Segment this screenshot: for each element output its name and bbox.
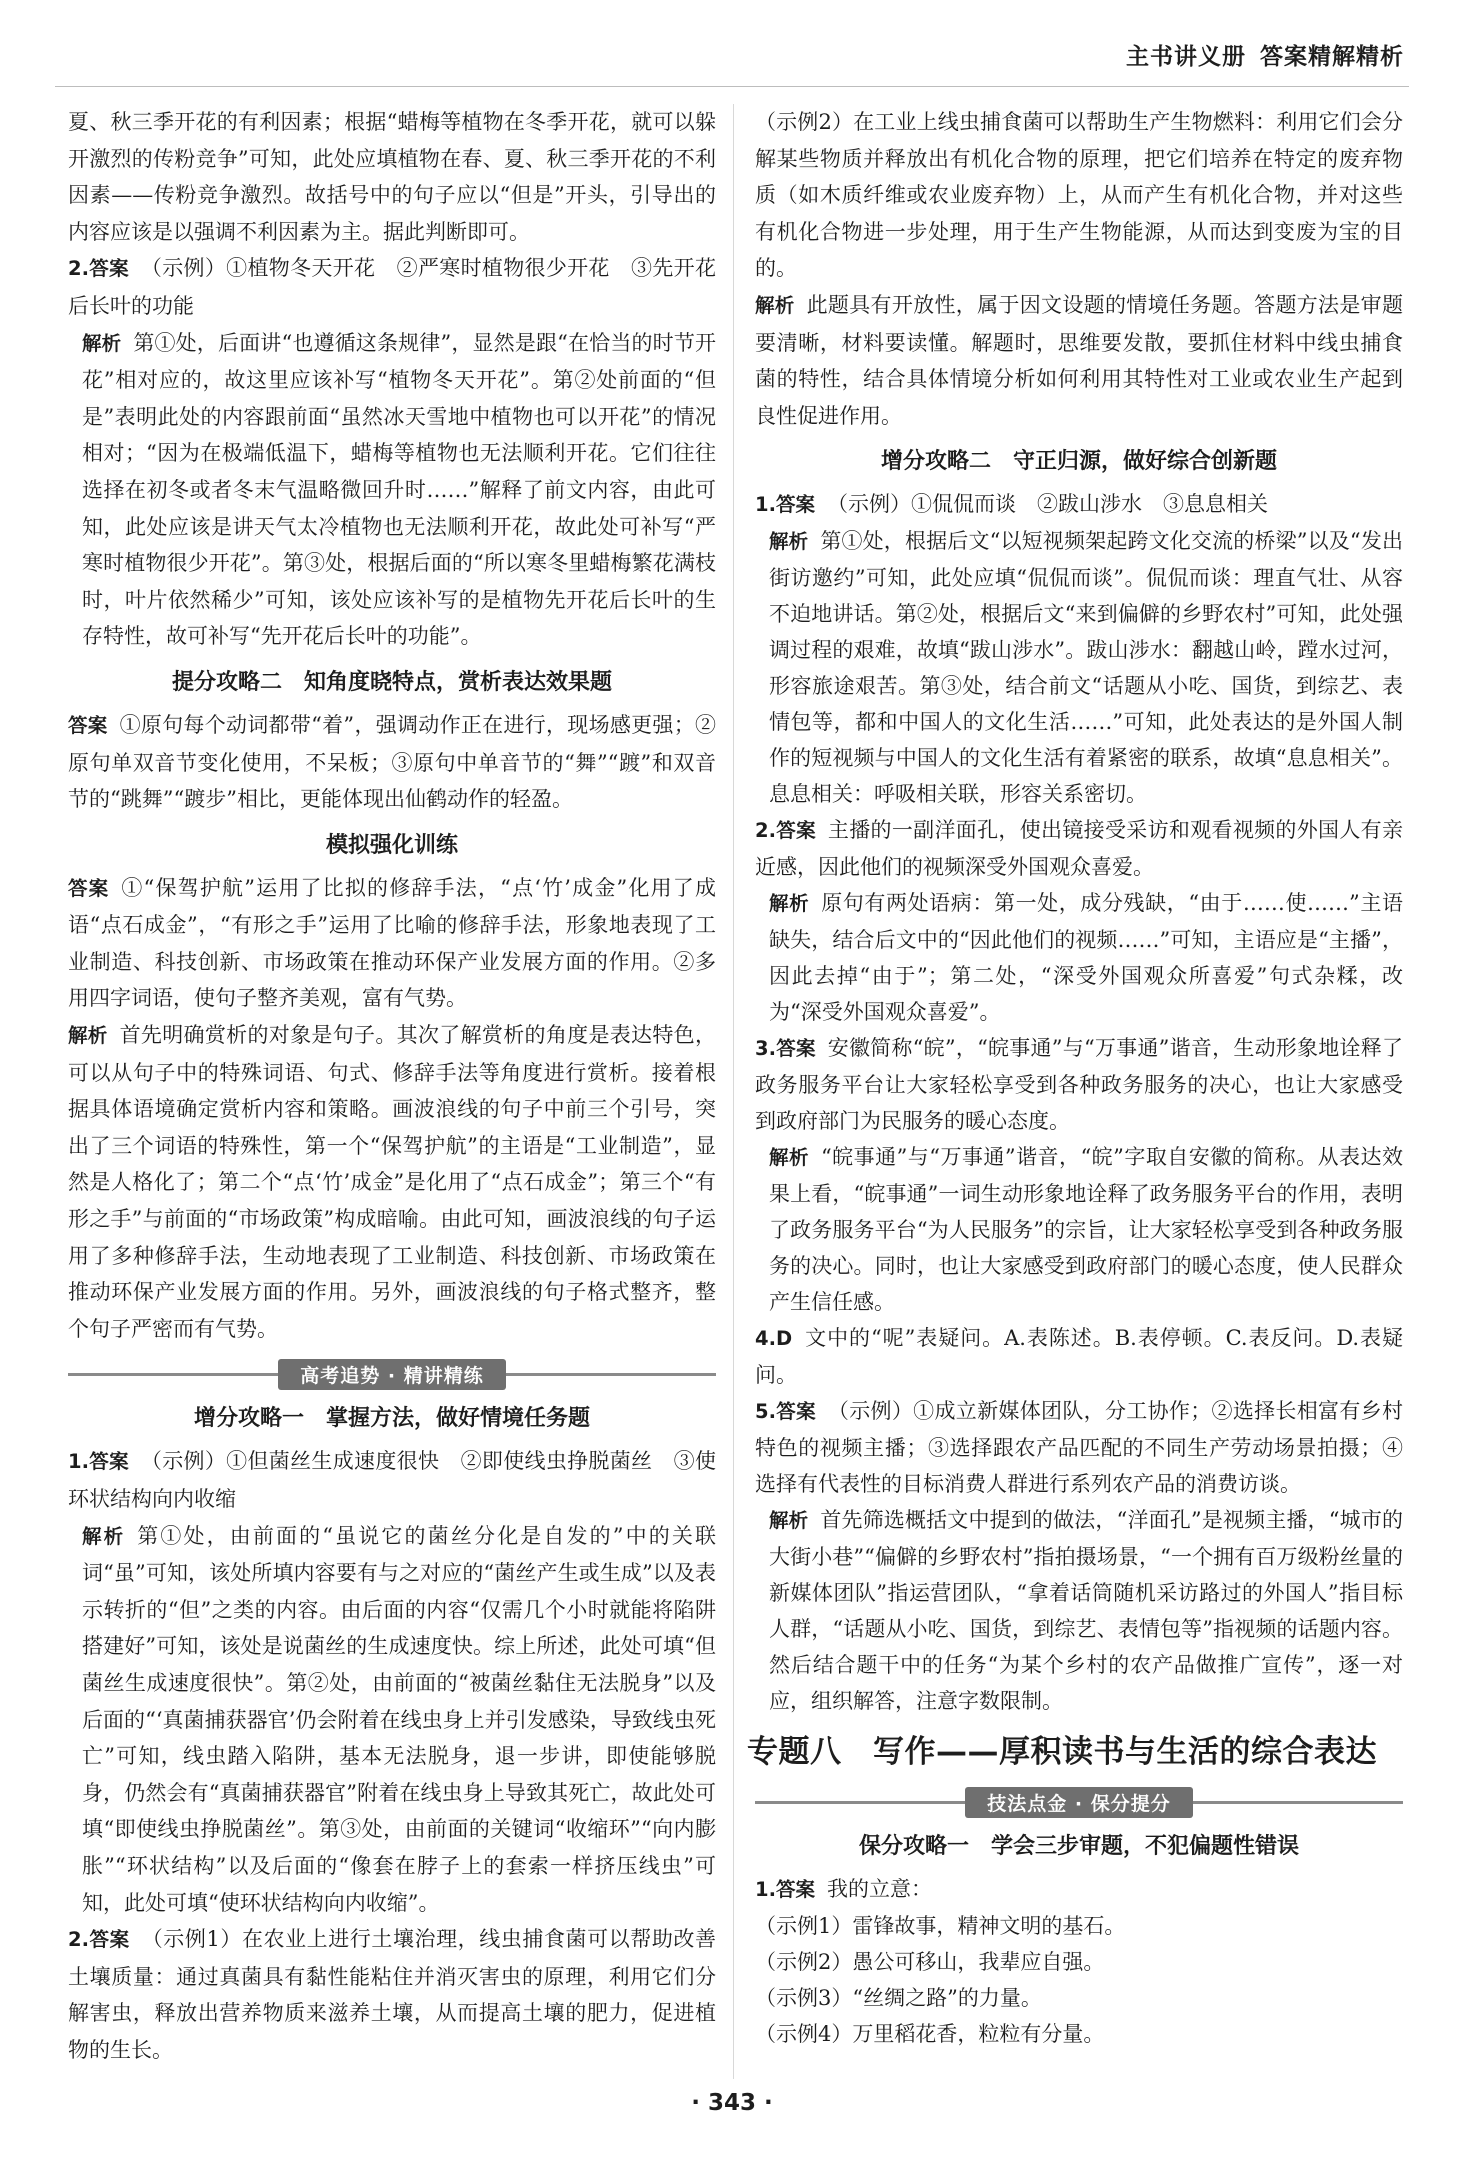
page-number: · 343 · [691, 2090, 773, 2116]
question-number: 2. [68, 257, 89, 281]
analysis-text: 第①处，根据后文“以短视频架起跨文化交流的桥梁”以及“发出街访邀约”可知，此处应填“侃侃而谈”。侃侃而谈：理直气壮、从容不迫地讲话。第②处，根据后文“来到偏僻的乡野农村”可知，此处强调过程的艰难，故填“跋山涉水”。跋山涉水：翻越山岭，蹚水过河，形容旅途艰苦。第③处，结合前文“话题从小吃、国货，到综艺、表情包等，都和中国人的文化生活……”可知，此处表达的是外国人制作的短视频与中国人的文化生活有着紧密的联系，故填“息息相关”。息息相关：呼吸相关联，形容关系密切。 [769, 529, 1403, 807]
answer-label: 答案 [68, 876, 110, 900]
analysis-label: 解析 [82, 331, 122, 355]
answer-label: 答案 [775, 819, 816, 843]
baofen1-q1 [755, 1871, 1403, 2052]
answer-intro: 我的立意： [827, 1877, 932, 1902]
zengfen2-q1 [755, 486, 1403, 812]
answer-text: （示例）①成立新媒体团队，分工协作；②选择长相富有乡村特色的视频主播；③选择跟农产品匹配的不同生产劳动场景拍摄；④选择有代表性的目标消费人群进行系列农产品的消费访谈。 [755, 1399, 1403, 1497]
analysis-label: 解析 [769, 1146, 809, 1170]
zengfen2-q2 [755, 812, 1403, 1030]
section-title-zengfen2: 增分攻略二 守正归源，做好综合创新题 [880, 449, 1277, 475]
answer-text: （示例）①侃侃而谈 ②跋山涉水 ③息息相关 [827, 492, 1268, 517]
analysis-text: 原句有两处语病：第一处，成分残缺，“由于……使……”主语缺失，结合后文中的“因此他们的视频……”可知，主语应是“主播”，因此去掉“由于”；第二处，“深受外国观众所喜爱”句式杂糅，改为“深受外国观众喜爱”。 [769, 891, 1403, 1025]
answer-text: ①原句每个动词都带“着”，强调动作正在进行，现场感更强；②原句单双音节变化使用，不呆板；③原句中单音节的“舞”“踱”和双音节的“跳舞”“踱步”相比，更能体现出仙鹤动作的轻盈。 [68, 712, 716, 812]
header-rule [55, 86, 1409, 87]
question-number: 2. [755, 819, 776, 843]
answer-text: 文中的“呢”表疑问。A.表陈述。B.表停顿。C.表反问。D.表疑问。 [755, 1326, 1403, 1388]
section-title-moni: 模拟强化训练 [325, 832, 458, 858]
page-header [1126, 38, 1404, 71]
question-number: 3. [755, 1037, 776, 1061]
analysis-text: 第①处，由前面的“虽说它的菌丝分化是自发的”中的关联词“虽”可知，该处所填内容要有与之对应的“菌丝产生或生成”以及表示转折的“但”之类的内容。由后面的内容“仅需几个小时就能将陷阱搭建好”可知，该处是说菌丝的生成速度快。综上所述，此处可填“但菌丝生成速度很快”。第②处，由前面的“被菌丝黏住无法脱身”以及后面的“‘真菌捕获器官’仍会附着在线虫身上并引发感染，导致线虫死亡”可知，线虫踏入陷阱，基本无法脱身，退一步讲，即使能够脱身，仍然会有“真菌捕获器官”附着在线虫身上导致其死亡，故此处可填“即使线虫挣脱菌丝”。第③处，由前面的关键词“收缩环”“向内膨胀”“环状结构”以及后面的“像套在脖子上的套索一样挤压线虫”可知，此处可填“使环状结构向内收缩”。 [82, 1523, 716, 1915]
answer-text: 主播的一副洋面孔，使出镜接受采访和观看视频的外国人有亲近感，因此他们的视频深受外国观众喜爱。 [755, 818, 1403, 880]
topic-title: 专题八 写作——厚积读书与生活的综合表达 [747, 1734, 1377, 1771]
section-banner-jifa [755, 1785, 1403, 1819]
analysis-label: 解析 [769, 1509, 809, 1533]
answer-label: 答案 [68, 713, 108, 737]
section-title-tifen2: 提分攻略二 知角度晓特点，赏析表达效果题 [171, 669, 612, 695]
question-number: 1. [755, 493, 776, 517]
analysis-label: 解析 [769, 530, 809, 554]
zengfen1-q1 [68, 1443, 716, 1921]
answer-label: 答案 [88, 1450, 129, 1474]
answer-label: 答案 [775, 1037, 816, 1061]
column-divider [733, 104, 734, 2079]
example-2: （示例2）在工业上线虫捕食菌可以帮助生产生物燃料：利用它们会分解某些物质并释放出有机化合物的原理，把它们培养在特定的废弃物质（如木质纤维或农业废弃物）上，从而产生有机化合物，并对这些有机化合物进一步处理，用于生产生物能源，从而达到变废为宝的目的。 [755, 110, 1403, 281]
question-number: 5. [755, 1400, 776, 1424]
analysis-text: 第①处，后面讲“也遵循这条规律”，显然是跟“在恰当的时节开花”相对应的，故这里应该补写“植物冬天开花”。第②处前面的“但是”表明此处的内容跟前面“虽然冰天雪地中植物也可以开花”的情况相对；“因为在极端低温下，蜡梅等植物也无法顺利开花。它们往往选择在初冬或者冬末气温略微回升时……”解释了前文内容，由此可知，此处应该是讲天气太冷植物也无法顺利开花，故此处可补写“严寒时植物很少开花”。第③处，根据后面的“所以寒冬里蜡梅繁花满枝时，叶片依然稀少”可知，该处应该补写的是植物先开花后长叶的生存特性，故可补写“先开花后长叶的功能”。 [82, 330, 716, 649]
answer-text: 安徽简称“皖”，“皖事通”与“万事通”谐音，生动形象地诠释了政务服务平台让大家轻松享受到各种政务服务的决心，也让大家感受到政府部门为民服务的暖心态度。 [755, 1036, 1403, 1134]
analysis-label: 解析 [68, 1024, 108, 1048]
zengfen2-q5 [755, 1393, 1403, 1719]
zengfen2-q3 [755, 1030, 1403, 1320]
answer-label: 答案 [775, 1400, 816, 1424]
analysis-text: 此题具有开放性，属于因文设题的情境任务题。答题方法是审题要清晰，材料要读懂。解题时，思维要发散，要抓住材料中线虫捕食菌的特性，结合具体情境分析如何利用其特性对工业或农业生产起到良性促进作用。 [755, 292, 1403, 428]
answer-label: 答案 [775, 493, 815, 517]
answer-text: ①“保驾护航”运用了比拟的修辞手法，“点‘竹’成金”化用了成语“点石成金”，“有形之手”运用了比喻的修辞手法，形象地表现了工业制造、科技创新、市场政策在推动环保产业发展方面的作用。②多用四字词语，使句子整齐美观，富有气势。 [68, 875, 716, 1011]
analysis-label: 解析 [755, 293, 795, 317]
answer-label: 答案 [88, 257, 129, 281]
left-column [68, 104, 716, 2069]
banner-label: 技法点金 · 保分提分 [965, 1787, 1192, 1818]
zengfen1-q2 [68, 1921, 716, 2068]
analysis-text: 首先筛选概括文中提到的做法，“洋面孔”是视频主播，“城市的大街小巷”“偏僻的乡野农村”指拍摄场景，“一个拥有百万级粉丝量的新媒体团队”指运营团队，“拿着话筒随机采访路过的外国人”指目标人群，“话题从小吃、国货，到综艺、表情包等”指视频的话题内容。然后结合题干中的任务“为某个乡村的农产品做推广宣传”，逐一对应，组织解答，注意字数限制。 [769, 1508, 1403, 1714]
header-book-title: 主书讲义册 [1126, 44, 1246, 70]
question-number: 4. [755, 1327, 776, 1351]
example-line: （示例1）雷锋故事，精神文明的基石。 [755, 1914, 1126, 1939]
left-q2 [68, 250, 716, 655]
example-line: （示例3）“丝绸之路”的力量。 [755, 1986, 1042, 2011]
answer-label: 答案 [88, 1928, 130, 1952]
question-number: 2. [68, 1928, 89, 1952]
analysis-text: 首先明确赏析的对象是句子。其次了解赏析的角度是表达特色，可以从句子中的特殊词语、句式、修辞手法等角度进行赏析。接着根据具体语境确定赏析内容和策略。画波浪线的句子中前三个引号，突出了三个词语的特殊性，第一个“保驾护航”的主语是“工业制造”，显然是人格化了；第二个“点‘竹’成金”是化用了“点石成金”；第三个“有形之手”与前面的“市场政策”构成暗喻。由此可知，画波浪线的句子运用了多种修辞手法，生动地表现了工业制造、科技创新、市场政策在推动环保产业发展方面的作用。另外，画波浪线的句子格式整齐，整个句子严密而有气势。 [68, 1023, 716, 1341]
intro-paragraph: 夏、秋三季开花的有利因素；根据“蜡梅等植物在冬季开花，就可以躲开激烈的传粉竞争”可知，此处应填植物在春、夏、秋三季开花的不利因素——传粉竞争激烈。故括号中的句子应以“但是”开头，引导出的内容应该是以强调不利因素为主。据此判断即可。 [68, 110, 716, 244]
header-section-title: 答案精解精析 [1260, 44, 1404, 70]
right-column [747, 104, 1403, 2052]
banner-label: 高考追势 · 精讲精练 [278, 1359, 505, 1390]
section-title-baofen1: 保分攻略一 学会三步审题，不犯偏题性错误 [858, 1834, 1299, 1860]
section-title-zengfen1: 增分攻略一 掌握方法，做好情境任务题 [193, 1406, 590, 1432]
analysis-label: 解析 [82, 1524, 126, 1548]
question-number: 1. [68, 1450, 89, 1474]
question-number: 1. [755, 1878, 776, 1902]
answer-text: （示例）①植物冬天开花 ②严寒时植物很少开花 ③先开花后长叶的功能 [68, 256, 716, 318]
analysis-text: “皖事通”与“万事通”谐音，“皖”字取自安徽的简称。从表达效果上看，“皖事通”一词生动形象地诠释了政务服务平台的作用，表明了政务服务平台“为人民服务”的宗旨，让大家轻松享受到各种政务服务的决心。同时，也让大家感受到政府部门的暖心态度，使人民群众产生信任感。 [769, 1145, 1403, 1315]
answer-text: （示例1）在农业上进行土壤治理，线虫捕食菌可以帮助改善土壤质量：通过真菌具有黏性能粘住并消灭害虫的原理，利用它们分解害虫，释放出营养物质来滋养土壤，从而提高土壤的肥力，促进植物的生长。 [68, 1927, 716, 2062]
answer-text: （示例）①但菌丝生成速度很快 ②即使线虫挣脱菌丝 ③使环状结构向内收缩 [68, 1449, 716, 1511]
answer-label: D [775, 1327, 793, 1351]
example-line: （示例4）万里稻花香，粒粒有分量。 [755, 2022, 1105, 2047]
analysis-label: 解析 [769, 892, 810, 916]
example-line: （示例2）愚公可移山，我辈应自强。 [755, 1950, 1105, 1975]
section-banner-gaokao [68, 1357, 716, 1391]
zengfen2-q4 [755, 1320, 1403, 1393]
answer-label: 答案 [775, 1878, 815, 1902]
